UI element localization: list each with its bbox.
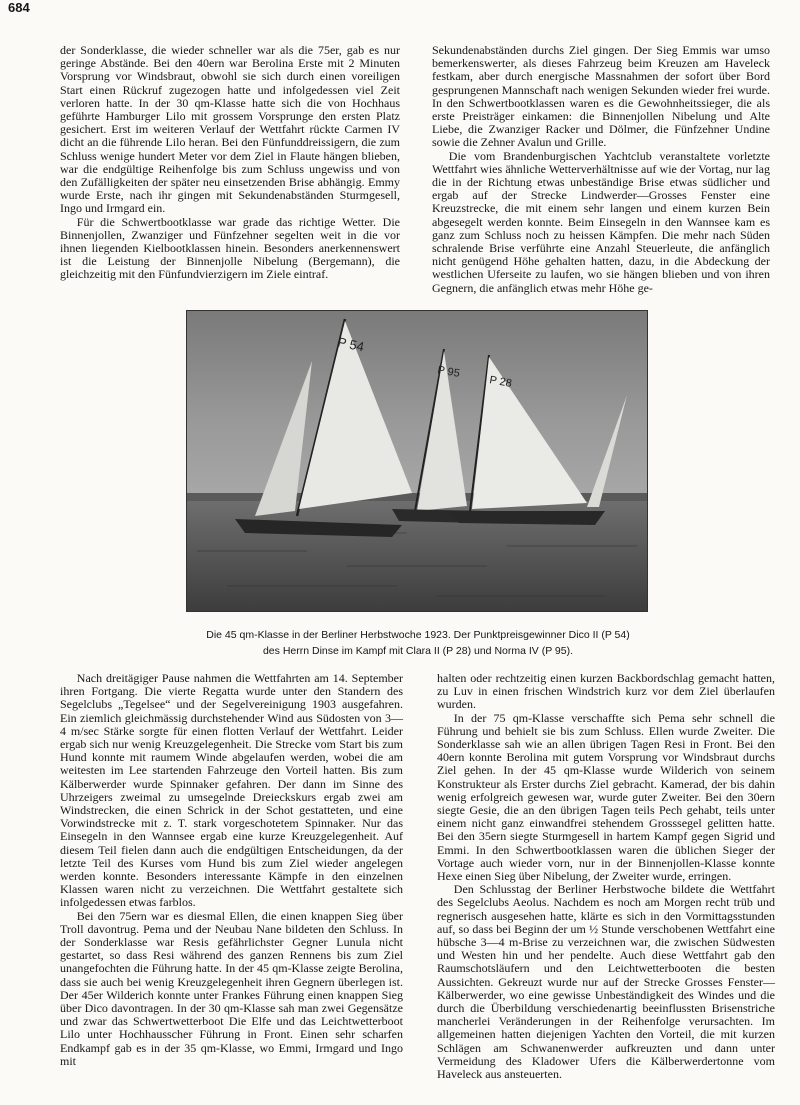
sail-number-label: P 28: [488, 374, 513, 390]
paragraph: Die vom Brandenburgischen Yachtclub veranstaltete vorletzte Wettfahrt wies ähnliche Wetterverhältnisse auf wie der Vortag, nur lag die in der Richtung etwas unbeständige Brise etwas südlicher und ergab auf der Strecke Lindwerder—Grosses Fenster eine Kreuzstrecke, die mit einem sehr langen und einem kurzen Bein abgesegelt werden konnte. Beim Einsegeln in den Wannsee kam es ganz zum Schluss noch zu heissen Kämpfen. Die mehr nach Süden schralende Brise verführte eine Anzahl Steuerleute, die anfänglich nicht genügend Höhe gehalten hatten, dazu, in die Abdeckung der westlichen Uferseite zu laufen, wo sie hängen blieben und von ihren Gegnern, die anfänglich etwas mehr Höhe ge-: [432, 148, 770, 295]
sailboat-photo-drawing: [187, 311, 648, 612]
sail-number-label: P 54: [336, 334, 366, 355]
sky: [187, 311, 648, 501]
sail-number-label: P 95: [436, 364, 461, 380]
text-column-top-right: [432, 44, 770, 295]
text-column-bottom-left: [60, 672, 403, 1068]
paragraph: Den Schlusstag der Berliner Herbstwoche bildete die Wettfahrt des Segelclubs Aeolus. Nachdem es noch am Morgen recht trüb und regnerisch ausgesehen hatte, klärte es sich in den Vormittagsstunden auf, so dass bei Beginn der um ½ Stunde verschobenen Wettfahrt eine hübsche 3—4 m-Brise zu verzeichnen war, die zwischen Südwesten und Westen hin und her pendelte. Auch diese Wettfahrt gab den Raumschotsläufern und den Leichtwetterbooten die besten Aussichten. Gekreuzt wurde nur auf der Strecke Grosses Fenster—Kälberwerder, wo eine gewisse Unbeständigkeit des Windes und die durch die Überbildung verschiedenartig beeinflussten Brisenstriche mancherlei Veränderungen in der Reihenfolge verursachten. Im allgemeinen hatten diejenigen Yachten den Vorteil, die mit kurzen Schlägen am Schwanenwerder aufkreuzten und dann unter Vermeidung des Kladower Ufers die Kälberwerdertonne vom Haveleck aus ansteuerten.: [437, 882, 775, 1082]
paragraph: In der 75 qm-Klasse verschaffte sich Pema sehr schnell die Führung und behielt sie bis zum Schluss. Ellen wurde Zweiter. Die Sonderklasse sah wie an allen übrigen Tagen Resi in Front. Bei den 40ern konnte Berolina mit gutem Vorsprung vor Windsbraut durchs Ziel gehen. In der 45 qm-Klasse wurde Wilderich von seinem Konstrukteur als Erster durchs Ziel gebracht. Kamerad, der bis dahin wenig erfolgreich gewesen war, wurde guter Zweiter. Bei den 30ern siegte Gesie, die an den übrigen Tagen teils Pech gehabt, teils unter einem nicht ganz einwandfrei stehendem Grosssegel gelitten hatte. Bei den 35ern siegte Sturmgesell in hartem Kampf gegen Sigrid und Emmi. In den Schwertbootklassen waren die üblichen Sieger der Vortage auch wieder vorn, nur in der Binnenjollen-Klasse konnte Hexe einen Sieg über Nibelung, der Zweiter wurde, erringen.: [437, 710, 775, 884]
text-column-bottom-right: [437, 672, 775, 1081]
paragraph: halten oder rechtzeitig einen kurzen Backbordschlag gemacht hatten, zu Luv in einen frischen Windstrich kurz vor dem Ziel überlaufen wurden.: [437, 671, 775, 712]
page-number: 684: [8, 0, 30, 15]
paragraph: Für die Schwertbootklasse war grade das richtige Wetter. Die Binnenjollen, Zwanziger und Fünfzehner segelten weit in die vor ihnen liegenden Kielbootklassen hinein. Besonders anerkennenswert ist die Leistung der Binnenjolle Nibelung (Bergemann), die gleichzeitig mit den Fünfundvierzigern im Ziele eintraf.: [60, 214, 400, 282]
paragraph: Sekundenabständen durchs Ziel gingen. Der Sieg Emmis war umso bemerkenswerter, als dieses Fahrzeug beim Kreuzen am Haveleck festkam, aber durch energische Massnahmen der sofort über Bord gesprungenen Mannschaft nach wenigen Sekunden wieder frei wurde. In den Schwertbootklassen waren es die Gewohnheitssieger, die als erste Preisträger einkamen: die Binnenjollen Nibelung und Alte Liebe, die Zwanziger Racker und Dölmer, die Fünfzehner Undine sowie die Zehner Avalun und Grille.: [432, 43, 770, 150]
photo-caption: [150, 627, 686, 659]
sailboat-photo: [186, 310, 648, 612]
caption-line: des Herrn Dinse im Kampf mit Clara II (P 28) und Norma IV (P 95).: [262, 645, 574, 657]
text-column-top-left: [60, 44, 400, 282]
paragraph: Nach dreitägiger Pause nahmen die Wettfahrten am 14. September ihren Fortgang. Die vierte Regatta wurde unter den Standern des Segelclubs „Tegelsee“ und der Segelvereinigung 1903 ausgefahren. Ein ziemlich gleichmässig durchstehender Wind aus Südosten von 3—4 m/sec Stärke sorgte für einen flotten Verlauf der Wettfahrt. Leider ergab sich nur wenig Kreuzgelegenheit. Die Strecke vom Start bis zum Hund konnte mit raumem Winde abgelaufen werden, wobei die am weitesten im Lee startenden Fahrzeuge den Vorteil hatten. Bis zum Kälberwerder wurde Spinnaker gefahren. Der dann im Sinne des Uhrzeigers zweimal zu umsegelnde Dreieckskurs ergab zwei am Windstrecken, die einen Schrick in der Schot gestatteten, und eine Vorwindstrecke mit z. T. stark vorgeschotetem Spinnaker. Nur das Einsegeln in den Wannsee ergab eine kurze Kreuzgelegenheit. Auf diesem Teil fielen dann auch die endgültigen Entscheidungen, da der letzte Teil des Kurses vom Hund bis zum Ziel wieder angelegen werden konnte. Besonders interessante Kämpfe in den einzelnen Klassen waren nicht zu verzeichnen. Die Wettfahrt gestaltete sich infolgedessen etwas farblos.: [60, 671, 403, 910]
caption-line: Die 45 qm-Klasse in der Berliner Herbstwoche 1923. Der Punktpreisgewinner Dico II (P 54): [206, 629, 630, 641]
paragraph: Bei den 75ern war es diesmal Ellen, die einen knappen Sieg über Troll davontrug. Pema und der Neubau Nane bildeten den Schluss. In der Sonderklasse war Resis gefährlichster Gegner Lunula nicht gestartet, so dass Resi während des ganzen Rennens bis zum Ziel unangefochten die Führung hatte. In der 45 qm-Klasse zeigte Berolina, dass sie auch bei wenig Kreuzgelegenheit ihren Gegnern überlegen ist. Der 45er Wilderich konnte unter Frankes Führung einen knappen Sieg über Dico davontragen. In der 30 qm-Klasse sah man zwei Gegensätze und zwar das Schwertwetterboot Die Elfe und das Leichtwetterboot Lilo unter Hochhausscher Führung in Front. Einen sehr scharfen Endkampf gab es in der 35 qm-Klasse, wo Emmi, Irmgard und Ingo mit: [60, 908, 403, 1068]
paragraph: der Sonderklasse, die wieder schneller war als die 75er, gab es nur geringe Abstände. Bei den 40ern war Berolina Erste mit 2 Minuten Vorsprung vor Windsbraut, obwohl sie sich durch einen voreiligen Start einen Rückruf zugezogen hatte und infolgedessen viel Zeit verloren hatte. In der 30 qm-Klasse hatte sich die von Hochhaus geführte Hamburger Lilo mit grossem Vorsprunge den ersten Platz gesichert. Erst im weiteren Verlauf der Wettfahrt rückte Carmen IV dicht an die führende Lilo heran. Bei den Fünfunddreissigern, die zum Schluss wenige hundert Meter vor dem Ziel in Flaute hängen blieben, war die endgültige Reihenfolge bis zum Schluss ungewiss und von den Zufälligkeiten der später neu einsetzenden Brise abhängig. Emmy wurde Erste, nach ihr gingen mit Sekundenabständen Sturmgesell, Ingo und Irmgard ein.: [60, 43, 400, 216]
